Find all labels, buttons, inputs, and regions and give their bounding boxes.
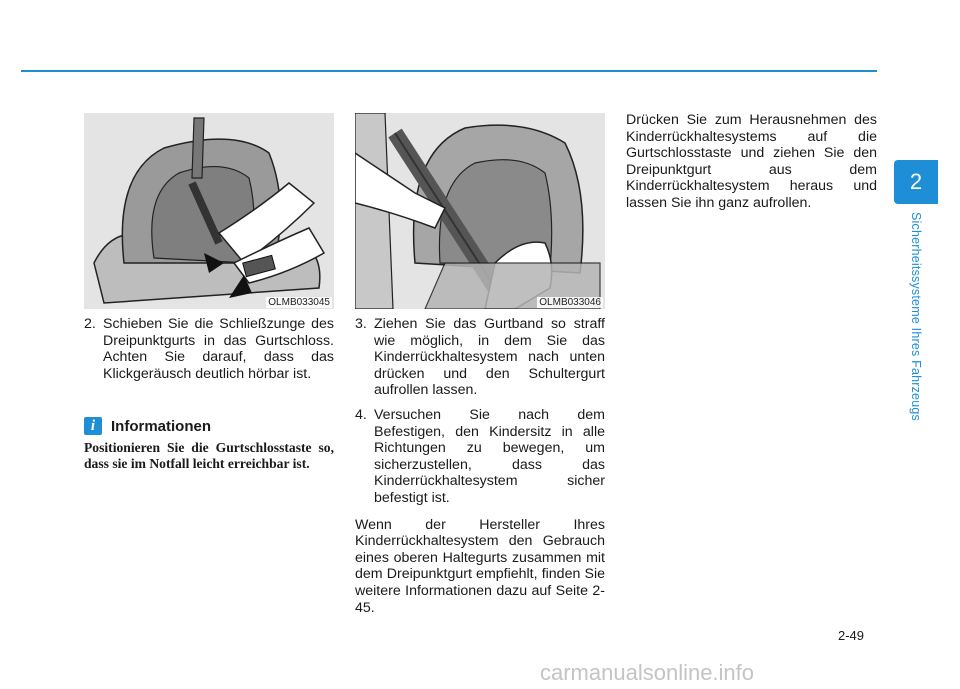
figure-code: OLMB033045 [268,297,330,308]
step-text: Ziehen Sie das Gurtband so straff wie möglich, in dem Sie das Kinderrückhaltesystem nach unten drücken und den Schultergurt aufrollen lassen. [374,316,605,399]
child-seat-buckle-illustration [84,113,334,309]
header-rule [21,70,877,72]
column2-text [355,316,605,616]
figure-code: OLMB033046 [539,297,601,308]
step-number: 4. [355,406,367,423]
child-seat-belt-pull-illustration [355,113,605,309]
figure-child-seat-buckle [84,113,334,309]
footer-watermark: carmanualsonline.info [540,660,755,685]
top-tether-paragraph: Wenn der Hersteller Ihres Kinderrückhaltesystem den Gebrauch eines oberen Haltegurts zusammen mit dem Dreipunktgurt empfiehlt, finden Sie weitere Informationen dazu auf Seite 2-45. [355,516,605,616]
info-title: Informationen [111,417,211,435]
chapter-number-tab: 2 [894,160,938,204]
page-number: 2-49 [838,628,865,643]
step-number: 2. [84,316,96,332]
info-icon: i [84,417,102,435]
column1-step-2 [84,316,334,382]
info-text: Positionieren Sie die Gurtschlosstaste so, dass sie im Notfall leicht erreichbar ist. [84,440,334,472]
info-box-header [84,417,211,435]
figure-child-seat-tighten [355,113,605,309]
step-number: 3. [355,316,367,332]
chapter-title-vertical: Sicherheitssysteme Ihres Fahrzeugs [909,212,923,421]
step-text: Schieben Sie die Schließzunge des Dreipunktgurts in das Gurtschloss. Achten Sie darauf, dass das Klickgeräusch deutlich hörbar ist. [103,316,334,382]
column3-text: Drücken Sie zum Herausnehmen des Kinderrückhaltesystems auf die Gurtschlosstaste und ziehen Sie den Dreipunktgurt aus dem Kinderrückhaltesystem heraus und lassen Sie ihn ganz aufrollen. [626,112,877,211]
step-3 [355,316,605,399]
step-4 [355,407,605,507]
step-text: Versuchen Sie nach dem Befestigen, den Kindersitz in alle Richtungen zu bewegen, um sicherzustellen, dass das Kinderrückhaltesystem sicher befestigt ist. [374,406,605,506]
